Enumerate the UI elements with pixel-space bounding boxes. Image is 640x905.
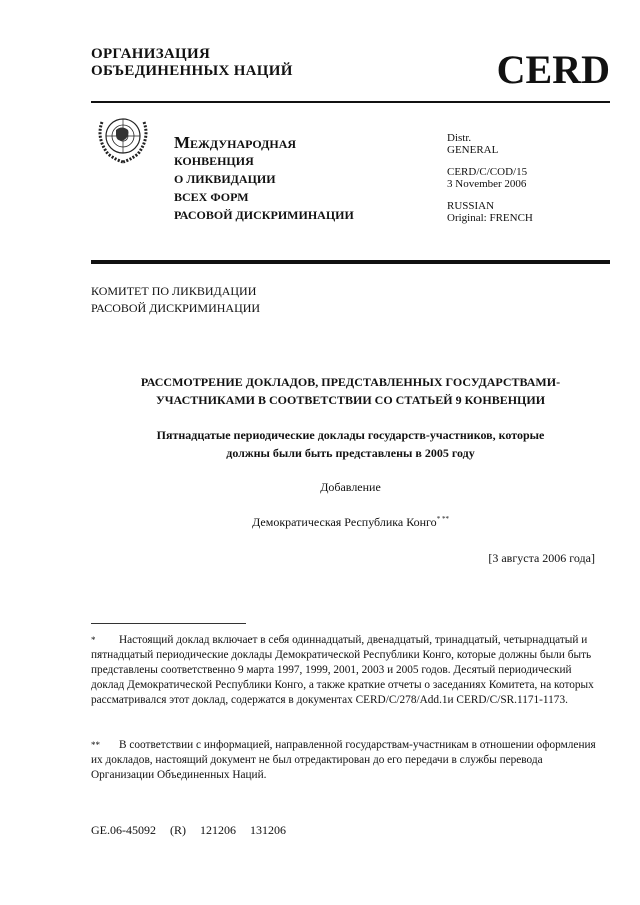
distr-label: Distr. — [447, 132, 472, 144]
organization-name — [91, 46, 293, 80]
country-line — [91, 515, 610, 530]
country-name: Демократическая Республика Конго — [252, 515, 437, 529]
title-line-2: УЧАСТНИКАМИ В СООТВЕТСТВИИ СО СТАТЬЕЙ 9 КОНВЕНЦИИ — [155, 393, 546, 407]
footnote-mark: ** — [91, 740, 100, 750]
footnote-2 — [91, 738, 600, 783]
footnote-text: Настоящий доклад включает в себя одиннадцатый, двенадцатый, тринадцатый, четырнадцатый и пятнадцатый периодические доклады Демократической Республики Конго, которые должны были быть представлены соответственно 9 марта 1997, 1999, 2001, 2003 и 2005 годов. Десятый периодический доклад Демократической Республики Конго, а также краткие отчеты о заседаниях Комитета, на которых рассматривался этот доклад, содержатся в документах CERD/C/278/Add.1и CERD/C/SR.1171-1173. — [91, 634, 594, 706]
job-date-2: 131206 — [250, 823, 286, 837]
job-lang: (R) — [170, 823, 186, 837]
document-meta — [447, 132, 533, 234]
distr-value: GENERAL — [447, 144, 499, 156]
convention-line-3: О ЛИКВИДАЦИИ — [174, 172, 276, 186]
convention-line-2: КОНВЕНЦИЯ — [174, 154, 254, 168]
addendum-label: Добавление — [320, 480, 381, 494]
org-line-2: ОБЪЕДИНЕННЫХ НАЦИЙ — [91, 63, 293, 79]
job-date-1: 121206 — [200, 823, 236, 837]
doc-original: Original: FRENCH — [447, 212, 533, 224]
job-code: GE.06-45092 — [91, 823, 156, 837]
convention-line-1: Международная — [174, 133, 297, 152]
convention-line-4: ВСЕХ ФОРМ — [174, 190, 249, 204]
job-number — [91, 823, 300, 838]
footnote-divider — [91, 623, 246, 624]
footnote-marks: * ** — [436, 515, 449, 523]
footnote-mark: * — [91, 635, 96, 645]
convention-title — [174, 134, 354, 224]
header-thick-divider — [91, 260, 610, 264]
footnote-1 — [91, 633, 600, 708]
footnote-text: В соответствии с информацией, направленной государствам-участникам в отношении оформления их докладов, настоящий документ не был отредактирован до его передачи в службы перевода Организации Объединенных Наций. — [91, 739, 596, 781]
document-title — [91, 373, 610, 409]
doc-symbol: CERD/C/COD/15 — [447, 166, 528, 178]
doc-date: 3 November 2006 — [447, 178, 527, 190]
subtitle-line-2: должны были быть представлены в 2005 году — [226, 446, 475, 460]
report-date: [3 августа 2006 года] — [488, 551, 595, 565]
document-subtitle — [91, 426, 610, 462]
subtitle-line-1: Пятнадцатые периодические доклады государств-участников, которые — [156, 428, 545, 442]
org-line-1: ОРГАНИЗАЦИЯ — [91, 46, 211, 62]
convention-line-5: РАСОВОЙ ДИСКРИМИНАЦИИ — [174, 208, 354, 222]
un-emblem-icon — [94, 112, 152, 164]
committee-line-2: РАСОВОЙ ДИСКРИМИНАЦИИ — [91, 301, 261, 315]
title-line-1: РАССМОТРЕНИЕ ДОКЛАДОВ, ПРЕДСТАВЛЕННЫХ ГОСУДАРСТВАМИ- — [140, 375, 561, 389]
header-divider — [91, 101, 610, 103]
document-symbol-heading: CERD — [496, 47, 610, 92]
committee-name — [91, 283, 260, 317]
doc-language: RUSSIAN — [447, 200, 495, 212]
committee-line-1: КОМИТЕТ ПО ЛИКВИДАЦИИ — [91, 284, 257, 298]
